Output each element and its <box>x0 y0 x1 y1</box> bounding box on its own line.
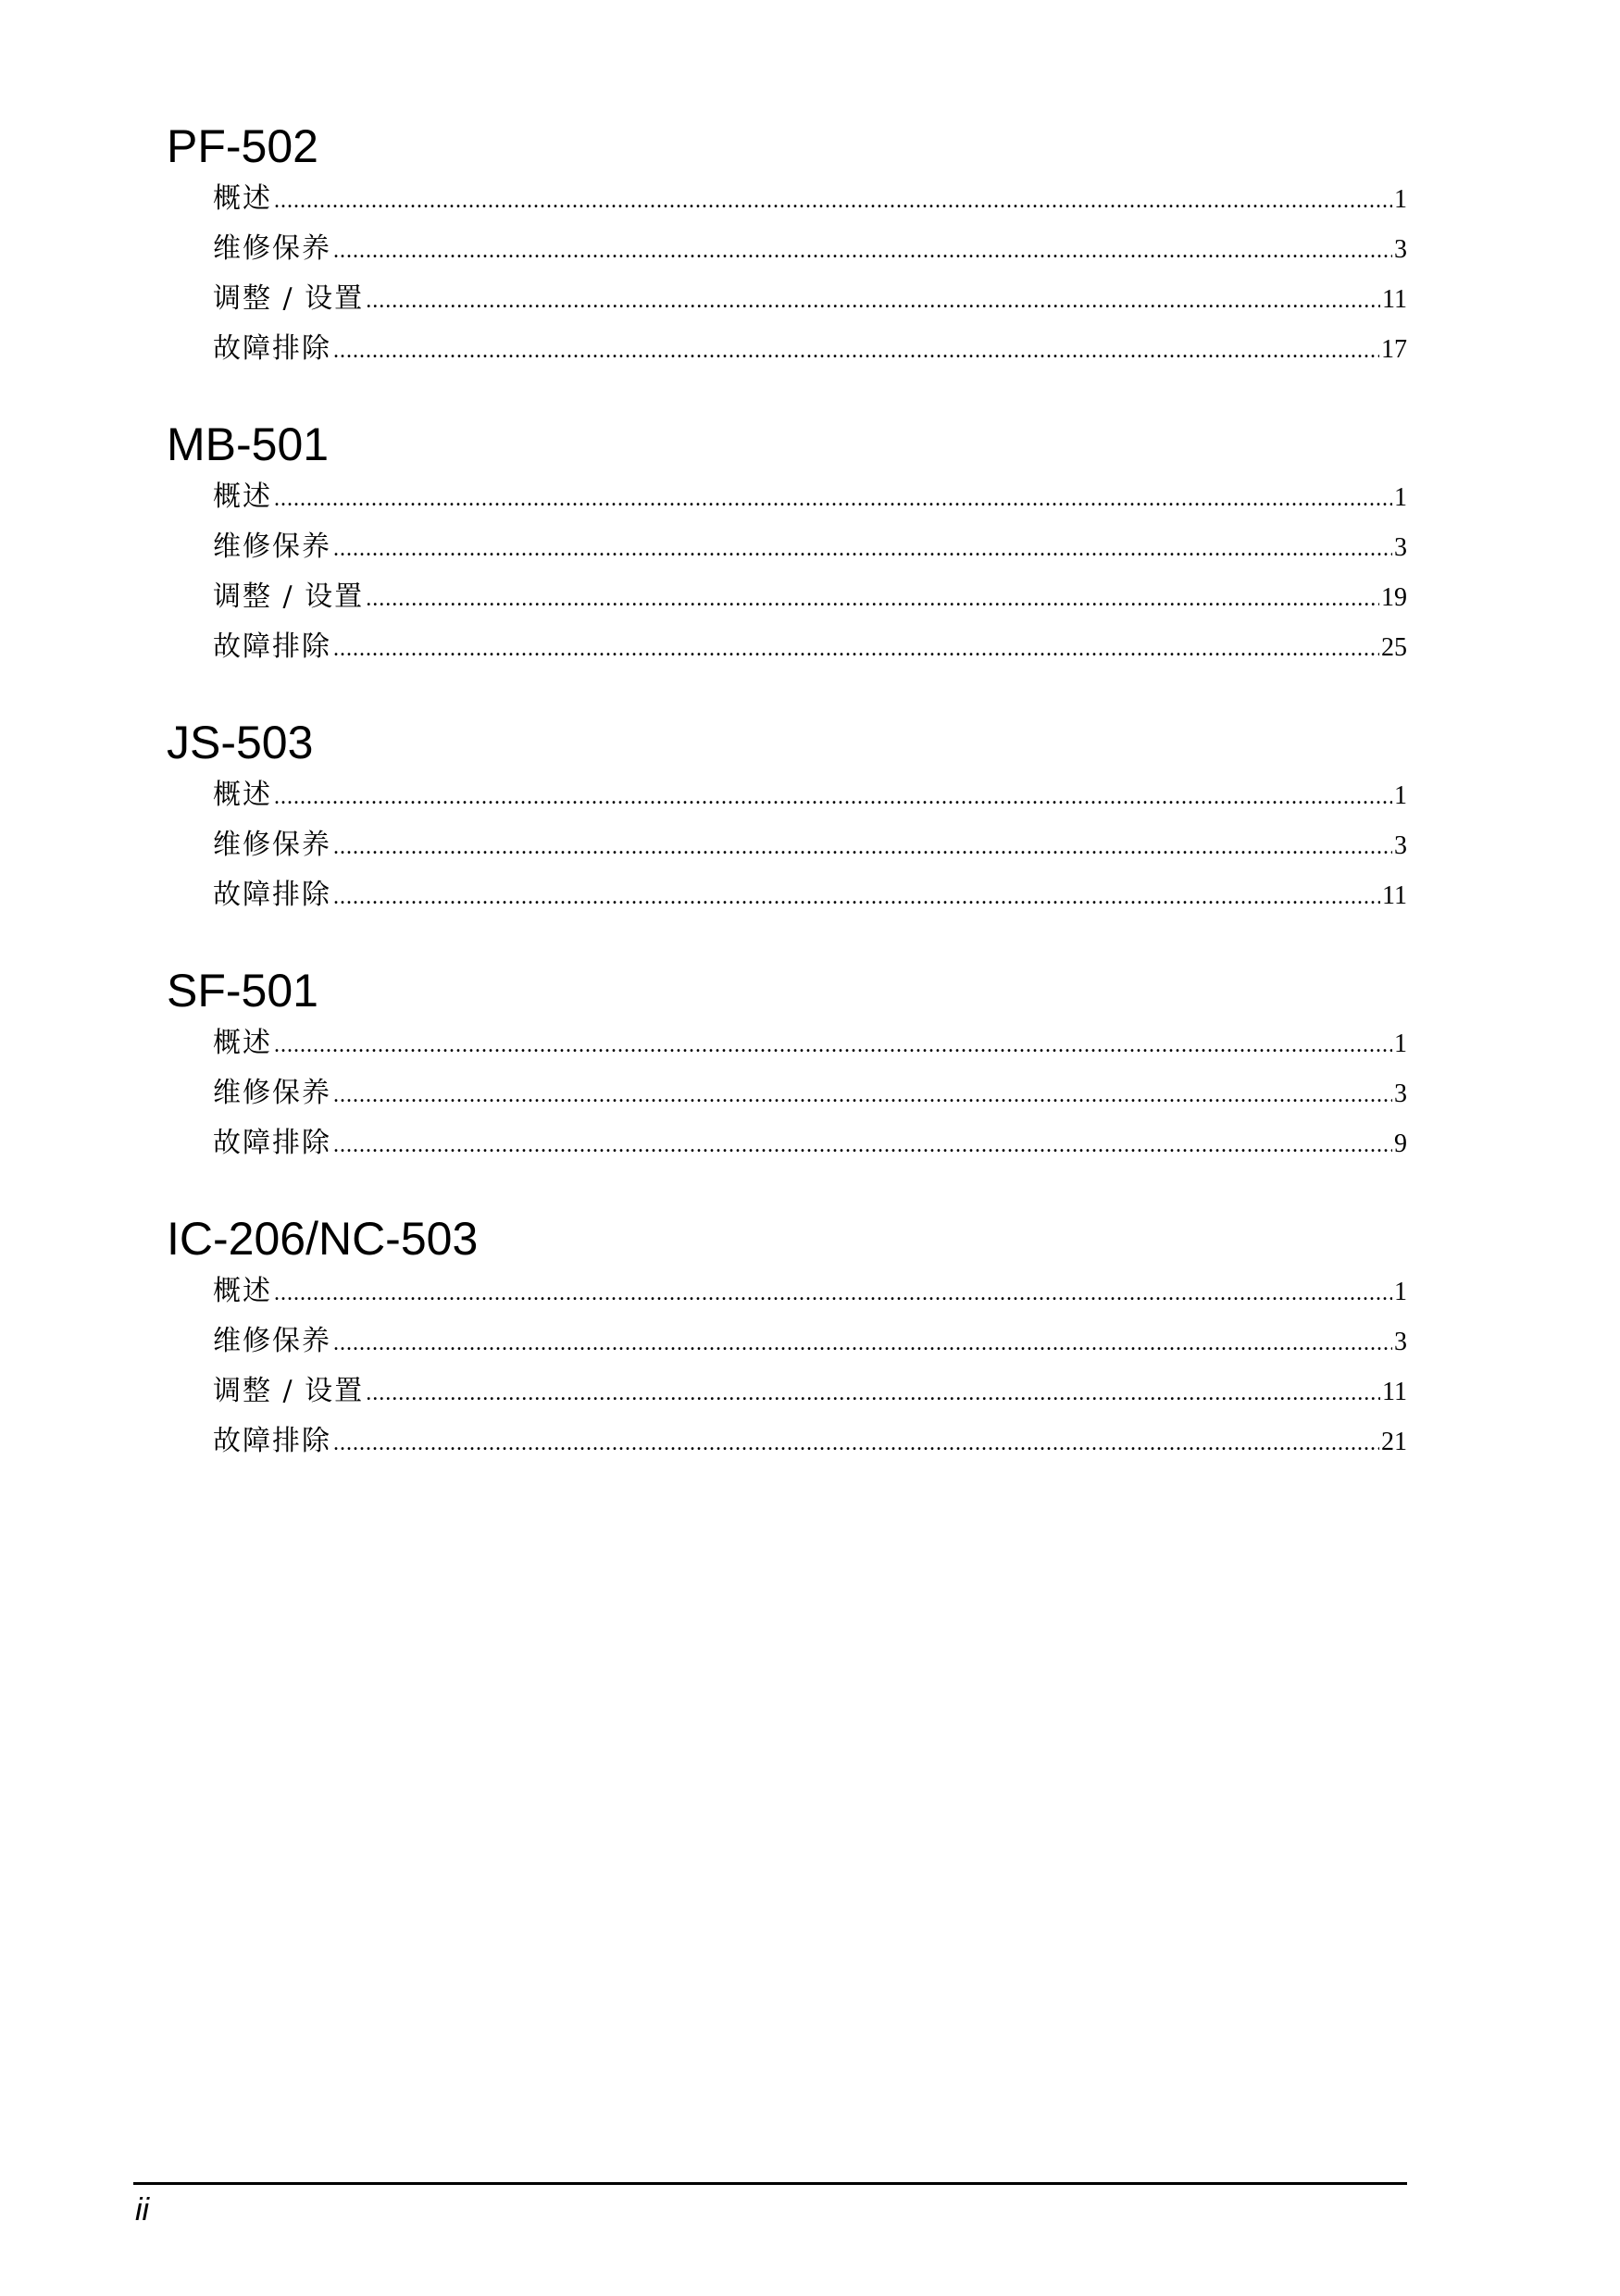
entry-label: 概述 <box>213 480 272 513</box>
entry-label: 调整 / 设置 <box>213 580 365 613</box>
toc-section <box>167 119 1407 374</box>
entry-page-number: 25 <box>1381 633 1407 662</box>
entry-page-number: 1 <box>1394 1029 1407 1058</box>
dot-leader <box>333 226 1392 276</box>
dot-leader <box>333 624 1379 674</box>
toc-entry[interactable] <box>213 174 1407 224</box>
toc-entry[interactable] <box>213 770 1407 820</box>
section-title: SF-501 <box>167 965 318 1017</box>
entry-page-number: 1 <box>1394 483 1407 512</box>
entry-page-number: 11 <box>1382 881 1407 910</box>
toc-entry[interactable] <box>213 820 1407 870</box>
dot-leader <box>333 1418 1379 1468</box>
entry-label: 故障排除 <box>213 879 331 911</box>
toc-entry[interactable] <box>213 1068 1407 1118</box>
dot-leader <box>274 1020 1392 1070</box>
entry-label: 维修保养 <box>213 829 331 861</box>
entry-label: 调整 / 设置 <box>213 1375 365 1407</box>
dot-leader <box>274 474 1392 524</box>
toc-section <box>167 963 1407 1168</box>
toc-entry[interactable] <box>213 1416 1407 1466</box>
entry-page-number: 3 <box>1394 831 1407 860</box>
entry-label: 概述 <box>213 779 272 811</box>
entry-page-number: 3 <box>1394 1079 1407 1108</box>
dot-leader <box>333 1070 1392 1120</box>
dot-leader <box>274 176 1392 226</box>
entry-label: 维修保养 <box>213 1077 331 1109</box>
entry-label: 维修保养 <box>213 1325 331 1357</box>
section-title: MB-501 <box>167 418 330 470</box>
toc-entry[interactable] <box>213 522 1407 572</box>
entry-label: 故障排除 <box>213 1425 331 1457</box>
entry-label: 概述 <box>213 182 272 215</box>
section-title: PF-502 <box>167 120 318 172</box>
entry-label: 概述 <box>213 1275 272 1307</box>
entry-page-number: 3 <box>1394 533 1407 562</box>
dot-leader <box>333 1318 1392 1368</box>
entry-page-number: 11 <box>1382 285 1407 314</box>
section-title: IC-206/NC-503 <box>167 1213 479 1265</box>
entry-page-number: 11 <box>1382 1378 1407 1406</box>
entry-label: 故障排除 <box>213 630 331 663</box>
entry-label: 故障排除 <box>213 1127 331 1159</box>
entry-label: 调整 / 设置 <box>213 282 365 315</box>
dot-leader <box>366 1368 1380 1418</box>
toc-entry[interactable] <box>213 870 1407 920</box>
entry-label: 维修保养 <box>213 232 331 265</box>
toc-section <box>167 417 1407 672</box>
footer-divider <box>133 2182 1407 2185</box>
toc-entry[interactable] <box>213 572 1407 622</box>
toc-entry[interactable] <box>213 1366 1407 1416</box>
toc-section <box>167 715 1407 920</box>
toc-entry[interactable] <box>213 274 1407 324</box>
page-number: ii <box>135 2192 150 2227</box>
dot-leader <box>274 772 1392 822</box>
entry-page-number: 19 <box>1381 583 1407 612</box>
dot-leader <box>366 574 1379 624</box>
toc-entry[interactable] <box>213 1316 1407 1366</box>
dot-leader <box>274 1268 1392 1318</box>
entry-label: 维修保养 <box>213 530 331 563</box>
dot-leader <box>333 326 1379 376</box>
dot-leader <box>366 276 1380 326</box>
entry-label: 故障排除 <box>213 332 331 365</box>
section-title: JS-503 <box>167 717 314 768</box>
entry-page-number: 1 <box>1394 185 1407 214</box>
entry-page-number: 1 <box>1394 781 1407 810</box>
entry-page-number: 1 <box>1394 1278 1407 1306</box>
toc-entry[interactable] <box>213 622 1407 672</box>
dot-leader <box>333 822 1392 872</box>
toc-entry[interactable] <box>213 1267 1407 1316</box>
toc-entry[interactable] <box>213 1118 1407 1168</box>
entry-page-number: 21 <box>1381 1428 1407 1456</box>
entry-page-number: 17 <box>1381 335 1407 364</box>
entry-page-number: 3 <box>1394 1328 1407 1356</box>
toc-entry[interactable] <box>213 324 1407 374</box>
toc-entry[interactable] <box>213 472 1407 522</box>
toc-section <box>167 1211 1407 1466</box>
entry-label: 概述 <box>213 1027 272 1059</box>
toc-entry[interactable] <box>213 1018 1407 1068</box>
dot-leader <box>333 524 1392 574</box>
dot-leader <box>333 1120 1392 1170</box>
dot-leader <box>333 872 1380 922</box>
entry-page-number: 3 <box>1394 235 1407 264</box>
toc-entry[interactable] <box>213 224 1407 274</box>
entry-page-number: 9 <box>1394 1129 1407 1158</box>
